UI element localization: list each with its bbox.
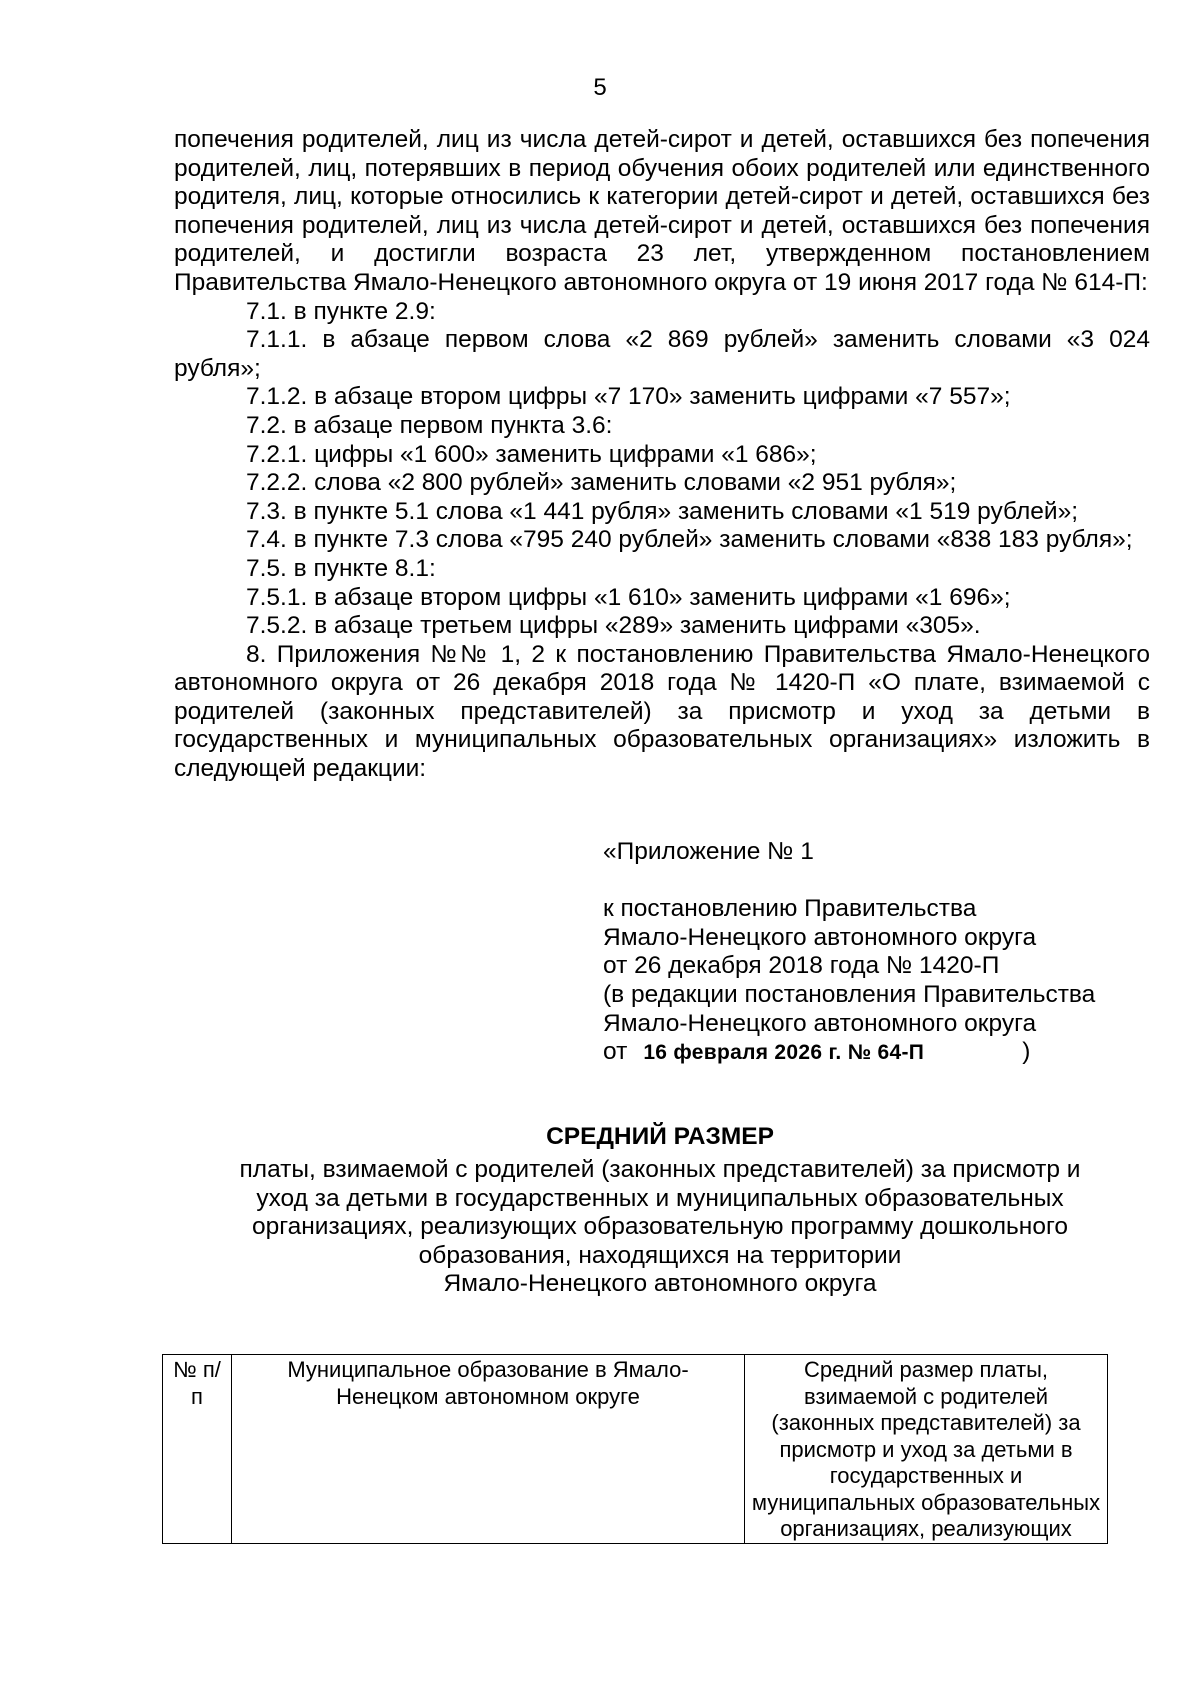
item-8: 8. Приложения №№ 1, 2 к постановлению Правительства Ямало-Ненецкого автономного округа от 26 декабря 2018 года № 1420-П «О плате, взимаемой с родителей (законных представителей) за присмотр и уход за детьми в государственных и муниципальных образовательных организациях» изложить в следующей редакции:: [174, 640, 1150, 783]
subtitle-line-4: образования, находящихся на территории: [418, 1241, 902, 1269]
item-7-1-2: 7.1.2. в абзаце втором цифры «7 170» заменить цифрами «7 557»;: [246, 383, 1011, 411]
section-title: СРЕДНИЙ РАЗМЕР: [546, 1123, 774, 1150]
item-7-2: 7.2. в абзаце первом пункта 3.6:: [246, 411, 613, 439]
item-7-2-1: 7.2.1. цифры «1 600» заменить цифрами «1 686»;: [246, 440, 817, 468]
subtitle-line-5: Ямало-Ненецкого автономного округа: [443, 1270, 877, 1298]
item-7-2-2: 7.2.2. слова «2 800 рублей» заменить словами «2 951 рубля»;: [246, 469, 957, 497]
item-7-4: 7.4. в пункте 7.3 слова «795 240 рублей» заменить словами «838 183 рубля»;: [246, 526, 1133, 554]
appendix-block: [603, 838, 1163, 1068]
stamp-date: 16 февраля 2026 г. № 64-П: [643, 1041, 925, 1065]
document-body: [174, 126, 1150, 784]
subtitle-line-1: платы, взимаемой с родителей (законных представителей) за присмотр и: [239, 1156, 1081, 1183]
header-municipality: Муниципальное образование в Ямало-Ненецком автономном округе: [232, 1355, 745, 1544]
appendix-line-4: (в редакции постановления Правительства: [603, 980, 1096, 1008]
intro-paragraph: попечения родителей, лиц из числа детей-сирот и детей, оставшихся без попечения родителей, лиц, потерявших в период обучения обоих родителей или единственного родителя, лиц, которые относились к категории детей-сирот и детей, оставшихся без попечения родителей, лиц из числа детей-сирот и детей, оставшихся без попечения родителей, и достигли возраста 23 лет, утвержденном постановлением Правительства Ямало-Ненецкого автономного округа от 19 июня 2017 года № 614-П:: [174, 126, 1150, 296]
appendix-gap: [603, 867, 1163, 896]
appendix-line-1: к постановлению Правительства: [603, 895, 977, 923]
appendix-line-3: от 26 декабря 2018 года № 1420-П: [603, 952, 1000, 980]
section-subtitle: [160, 1156, 1160, 1299]
header-number: № п/п: [163, 1355, 232, 1544]
appendix-line-5: Ямало-Ненецкого автономного округа: [603, 1009, 1037, 1037]
item-7-1: 7.1. в пункте 2.9:: [246, 297, 436, 325]
item-7-3: 7.3. в пункте 5.1 слова «1 441 рубля» заменить словами «1 519 рублей»;: [246, 497, 1079, 525]
header-average-fee: Средний размер платы, взимаемой с родителей (законных представителей) за присмотр и уход за детьми в государственных и муниципальных образовательных организациях, реализующих: [745, 1355, 1108, 1544]
item-7-1-1: 7.1.1. в абзаце первом слова «2 869 рублей» заменить словами «3 024 рубля»;: [174, 326, 1150, 382]
item-7-5-2: 7.5.2. в абзаце третьем цифры «289» заменить цифрами «305».: [246, 612, 981, 640]
subtitle-line-3: организациях, реализующих образовательную программу дошкольного: [252, 1213, 1068, 1241]
appendix-from-label: от: [603, 1038, 628, 1066]
appendix-title: «Приложение № 1: [603, 838, 814, 865]
appendix-date-line: [603, 1038, 1163, 1068]
subtitle-line-2: уход за детьми в государственных и муниципальных образовательных: [256, 1184, 1064, 1212]
item-7-5: 7.5. в пункте 8.1:: [246, 554, 436, 582]
table-header-row: [163, 1355, 1108, 1544]
item-7-5-1: 7.5.1. в абзаце втором цифры «1 610» заменить цифрами «1 696»;: [246, 583, 1011, 611]
close-paren: ): [1022, 1038, 1031, 1066]
page-number: 5: [593, 74, 607, 101]
appendix-line-2: Ямало-Ненецкого автономного округа: [603, 923, 1037, 951]
fee-table: [162, 1354, 1108, 1544]
